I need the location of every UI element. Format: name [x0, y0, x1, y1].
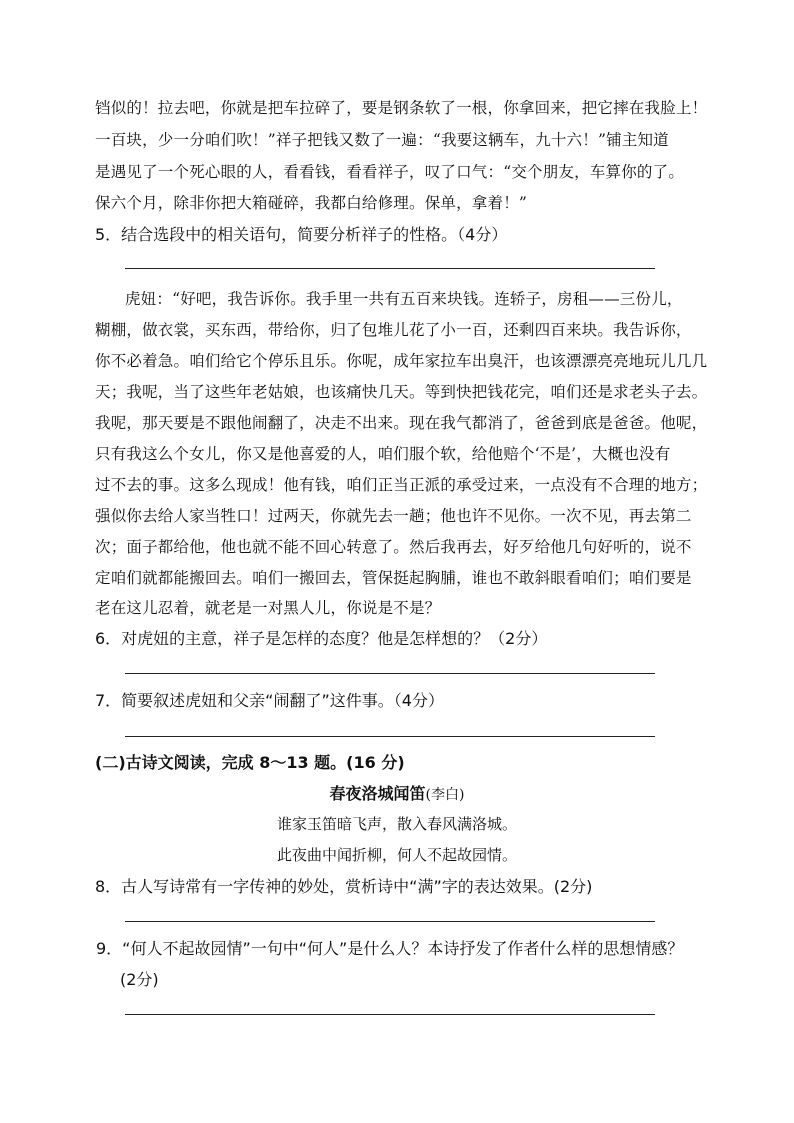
passage1-line-2: 一百块，少一分咱们吹！”祥子把钱又数了一遍：“我要这辆车，九十六！”铺主知道 — [95, 131, 669, 149]
passage2-line-2: 糊棚，做衣裳，买东西，带给你，归了包堆儿花了小一百，还剩四百来块。我告诉你， — [95, 321, 692, 339]
answer-line-8[interactable] — [125, 921, 655, 922]
poem-line-2: 此夜曲中闻折柳，何人不起故园情。 — [276, 846, 517, 864]
passage2-line-7: 过不去的事。这多么现成！他有钱，咱们正当正派的承受过来，一点没有不合理的地方； — [95, 476, 708, 494]
passage2-line-5: 我呢，那天要是不跟他闹翻了，决走不出来。现在我气都消了，爸爸到底是爸爸。他呢， — [95, 414, 708, 432]
question-9-points: (2分) — [120, 970, 159, 989]
passage2-line-1: 虎妞：“好吧，我告诉你。我手里一共有五百来块钱。连轿子，房租——三份儿， — [125, 290, 683, 308]
passage2-line-6: 只有我这么个女儿，你又是他喜爱的人，咱们服个软，给他赔个‘不是’，大概也没有 — [95, 445, 671, 463]
question-8: 8．古人写诗常有一字传神的妙处，赏析诗中“满”字的表达效果。(2分) — [95, 877, 593, 896]
passage2-line-4: 天；我呢，当了这些年老姑娘，也该痛快几天。等到快把钱花完，咱们还是求老头子去。 — [95, 383, 708, 401]
passage2-line-3: 你不必着急。咱们给它个停乐且乐。你呢，成年家拉车出臭汗，也该漂漂亮亮地玩儿几几 — [95, 352, 708, 370]
section-2-heading: (二)古诗文阅读，完成 8～13 题。(16 分) — [95, 753, 405, 772]
question-7: 7．简要叙述虎妞和父亲“闹翻了”这件事。（4分） — [95, 691, 444, 710]
passage2-line-10: 定咱们就都能搬回去。咱们一搬回去，管保挺起胸脯，谁也不敢斜眼看咱们；咱们要是 — [95, 569, 692, 587]
passage2-line-8: 强似你去给人家当牲口！过两天，你就先去一趟；他也许不见你。一次不见，再去第二 — [95, 507, 692, 525]
passage1-line-3: 是遇见了一个死心眼的人，看看钱，看看祥子，叹了口气：“交个朋友，车算你的了。 — [95, 163, 685, 181]
answer-line-6[interactable] — [125, 673, 655, 674]
question-9: 9．“何人不起故园情”一句中“何人”是什么人？本诗抒发了作者什么样的思想情感？ — [96, 939, 684, 958]
passage1-line-1: 铛似的！拉去吧，你就是把车拉碎了，要是钢条软了一根，你拿回来，把它摔在我脸上！ — [95, 99, 708, 117]
poem-line-1: 谁家玉笛暗飞声，散入春风满洛城。 — [276, 815, 517, 833]
answer-line-9[interactable] — [125, 1014, 655, 1015]
passage2-line-11: 老在这儿忍着，就老是一对黑人儿，你说是不是？ — [95, 599, 441, 617]
question-6: 6．对虎妞的主意，祥子是怎样的态度？他是怎样想的？（2分） — [95, 629, 548, 648]
question-5: 5．结合选段中的相关语句，简要分析祥子的性格。（4分） — [95, 225, 508, 244]
answer-line-7[interactable] — [125, 736, 655, 737]
poem-author: (李白) — [425, 787, 465, 803]
answer-line-5[interactable] — [125, 268, 655, 269]
poem-title — [0, 781, 794, 804]
passage1-line-4: 保六个月，除非你把大箱碰碎，我都白给修理。保单，拿着！” — [95, 194, 528, 212]
passage2-line-9: 次；面子都给他，他也就不能不回心转意了。然后我再去，好歹给他几句好听的，说不 — [95, 538, 692, 556]
poem-title-text: 春夜洛城闻笛 — [329, 784, 426, 803]
